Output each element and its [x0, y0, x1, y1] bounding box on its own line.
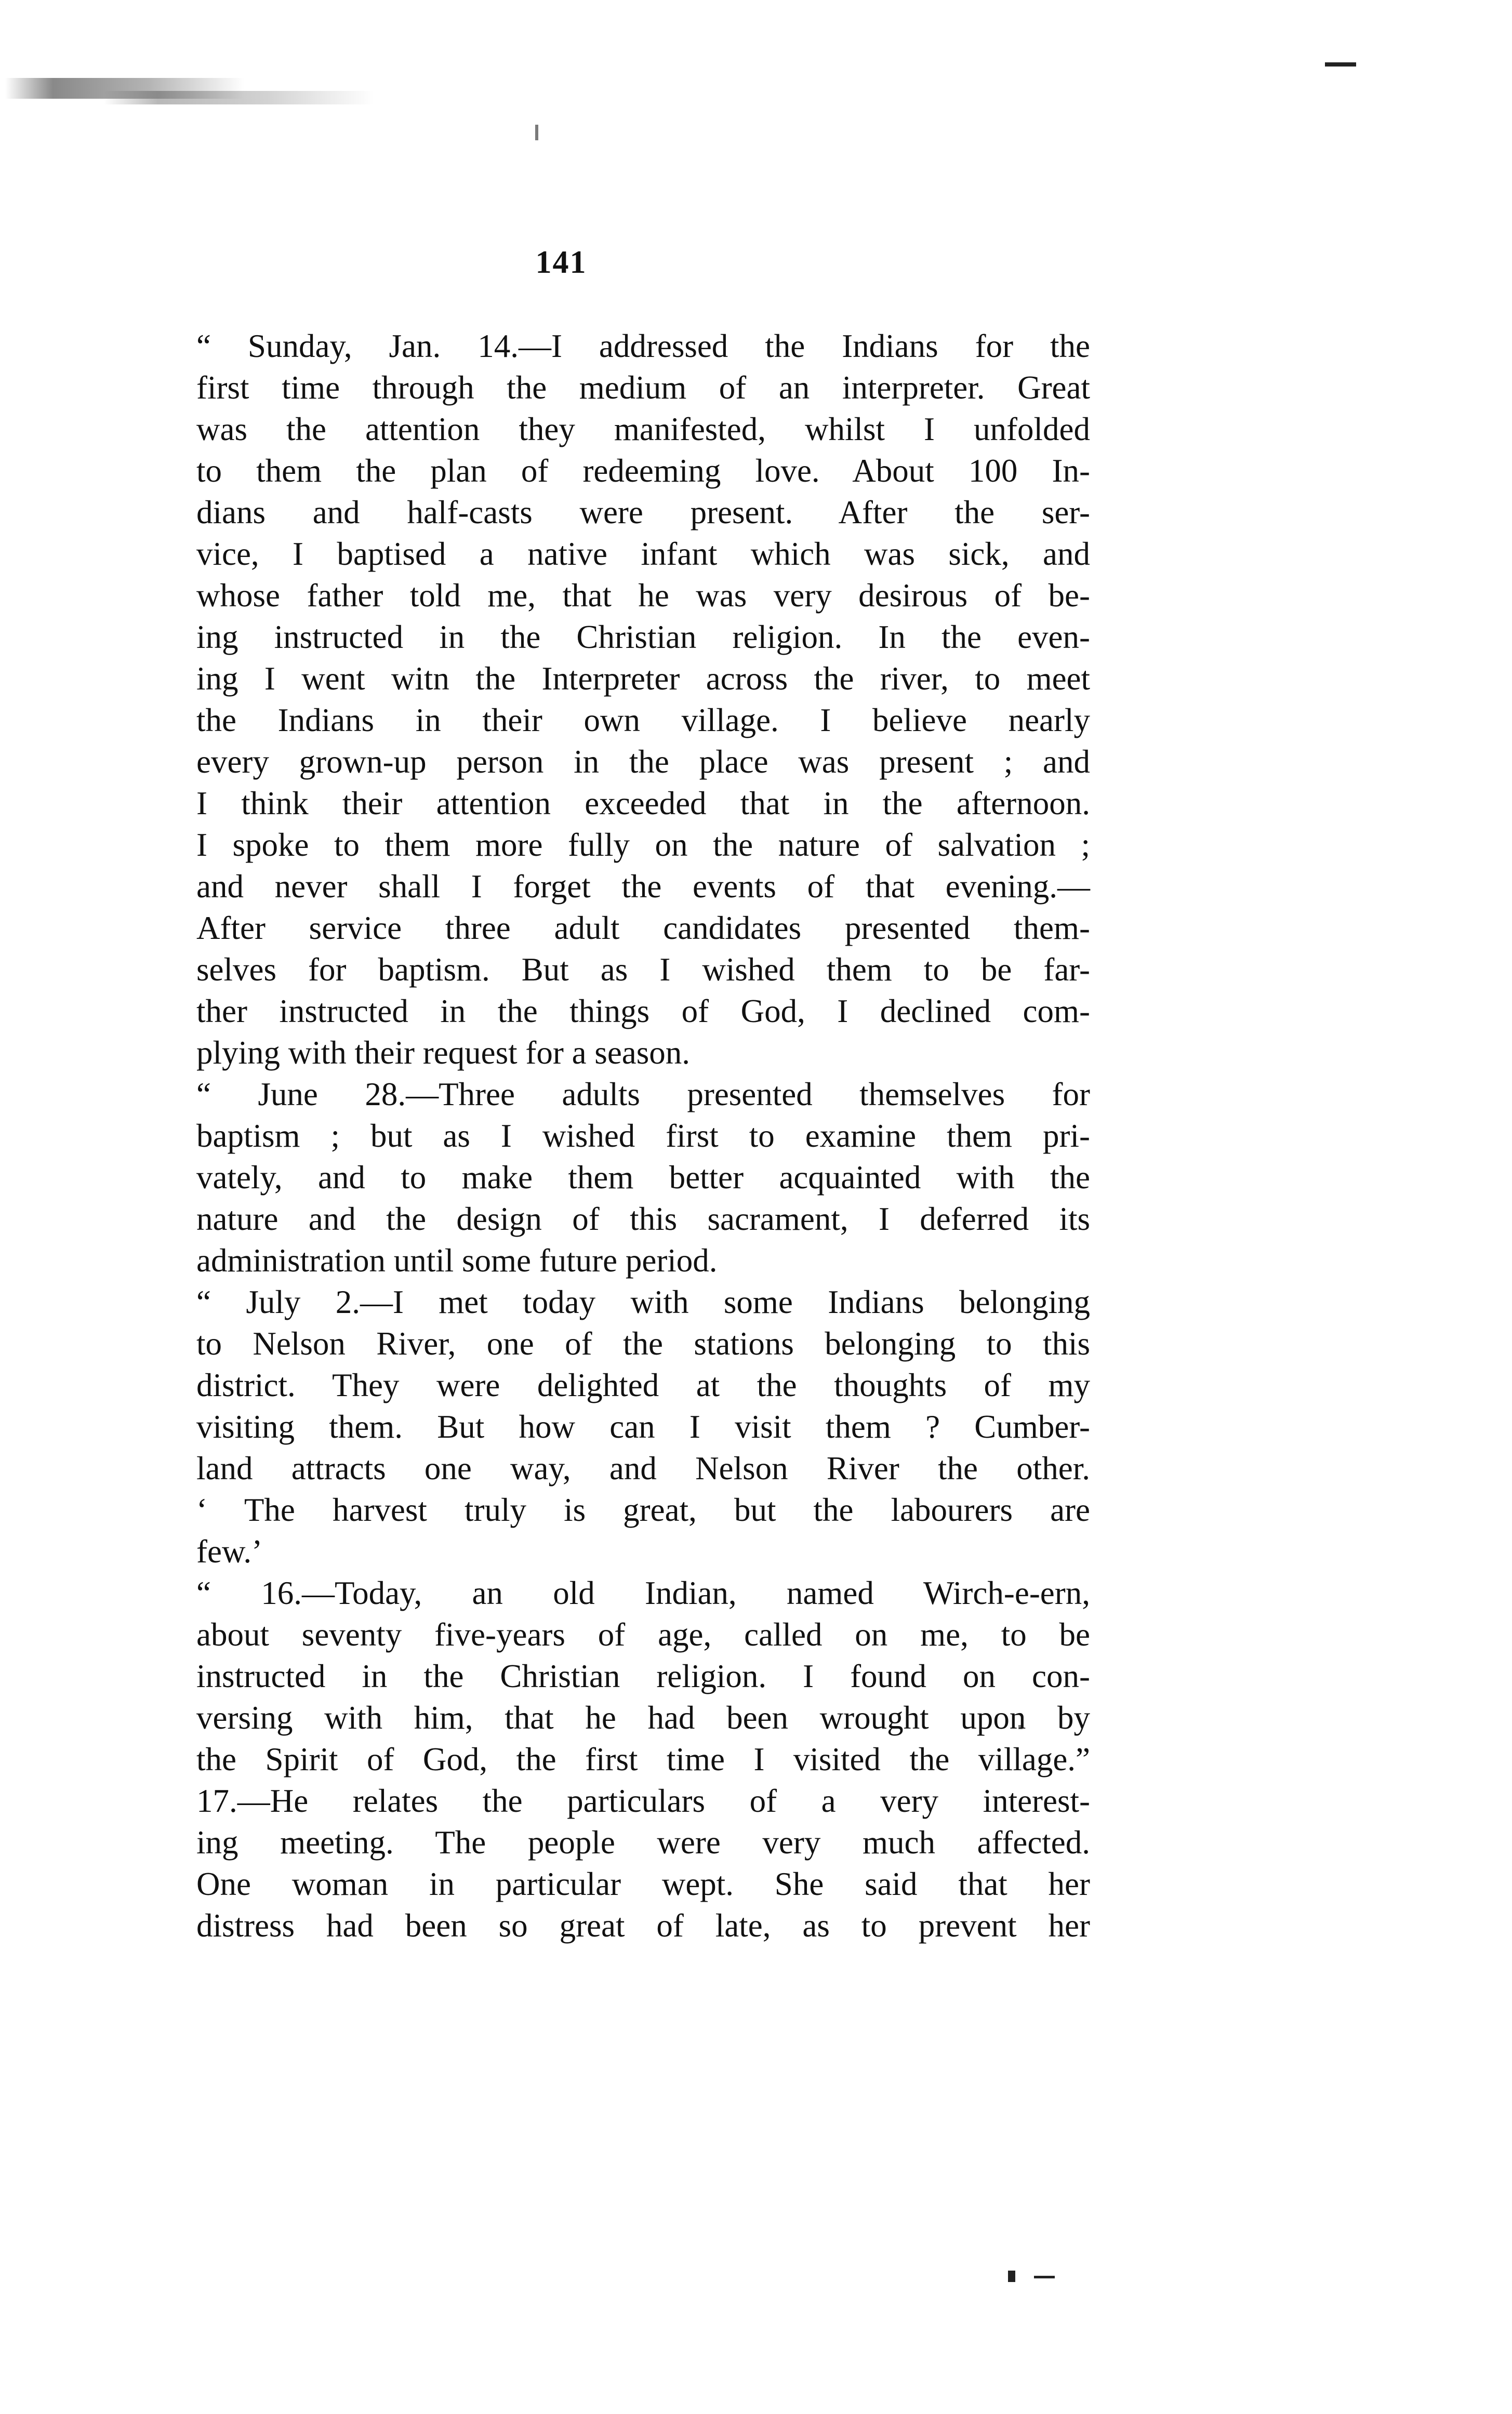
text-line: “ July 2.—I met today with some Indians belonging: [196, 1284, 1090, 1320]
text-line: every grown-up person in the place was present ; and: [196, 744, 1090, 780]
text-line: and never shall I forget the events of that evening.—: [196, 868, 1090, 905]
scan-smudge: [104, 91, 374, 104]
text-line: the Spirit of God, the first time I visited the village.”: [196, 1741, 1090, 1778]
text-line: whose father told me, that he was very desirous of be-: [196, 577, 1090, 614]
text-line: vately, and to make them better acquainted with the: [196, 1159, 1090, 1196]
text-line: ther instructed in the things of God, I declined com-: [196, 993, 1090, 1029]
text-line: After service three adult candidates presented them-: [196, 910, 1090, 946]
text-line: about seventy five-years of age, called on me, to be: [196, 1616, 1090, 1653]
text-line: “ 16.—Today, an old Indian, named Wirch-e-ern,: [196, 1575, 1090, 1611]
text-line: ing meeting. The people were very much affected.: [196, 1824, 1090, 1861]
text-line: district. They were delighted at the thoughts of my: [196, 1367, 1090, 1403]
text-line: baptism ; but as I wished first to examine them pri-: [196, 1118, 1090, 1154]
text-line: ing I went witn the Interpreter across the river, to meet: [196, 660, 1090, 697]
scan-speck: [1034, 2276, 1055, 2278]
text-line: to Nelson River, one of the stations belonging to this: [196, 1325, 1090, 1362]
text-line: I think their attention exceeded that in the afternoon.: [196, 785, 1090, 821]
text-line: few.’: [196, 1533, 263, 1570]
text-line: plying with their request for a season.: [196, 1034, 691, 1071]
text-line: first time through the medium of an interpreter. Great: [196, 369, 1090, 406]
text-line: vice, I baptised a native infant which was sick, and: [196, 536, 1090, 572]
scan-speck: [1325, 62, 1356, 67]
text-line: nature and the design of this sacrament, I deferred its: [196, 1201, 1090, 1237]
scan-speck: [1008, 2271, 1015, 2282]
text-line: was the attention they manifested, whilst I unfolded: [196, 411, 1090, 447]
text-line: visiting them. But how can I visit them ? Cumber-: [196, 1409, 1090, 1445]
text-line: ‘ The harvest truly is great, but the labourers are: [196, 1492, 1090, 1528]
text-line: dians and half-casts were present. After the ser-: [196, 494, 1090, 530]
text-line: selves for baptism. But as I wished them to be far-: [196, 951, 1090, 988]
text-line: versing with him, that he had been wrought upon by: [196, 1700, 1090, 1736]
text-line: I spoke to them more fully on the nature of salvation ;: [196, 827, 1090, 863]
text-line: One woman in particular wept. She said that her: [196, 1866, 1090, 1902]
text-line: “ Sunday, Jan. 14.—I addressed the Indians for the: [196, 328, 1090, 364]
text-line: administration until some future period.: [196, 1242, 718, 1279]
text-line: land attracts one way, and Nelson River the other.: [196, 1450, 1090, 1487]
page-number: 141: [535, 245, 587, 280]
text-line: to them the plan of redeeming love. About 100 In-: [196, 453, 1090, 489]
text-line: ing instructed in the Christian religion. In the even-: [196, 619, 1090, 655]
text-line: “ June 28.—Three adults presented themselves for: [196, 1076, 1090, 1112]
text-line: 17.—He relates the particulars of a very interest-: [196, 1783, 1090, 1819]
body-text: [196, 325, 1090, 1946]
text-line: instructed in the Christian religion. I found on con-: [196, 1658, 1090, 1694]
scan-speck: [535, 125, 538, 140]
text-line: the Indians in their own village. I believe nearly: [196, 702, 1090, 738]
text-line: distress had been so great of late, as to prevent her: [196, 1907, 1090, 1944]
